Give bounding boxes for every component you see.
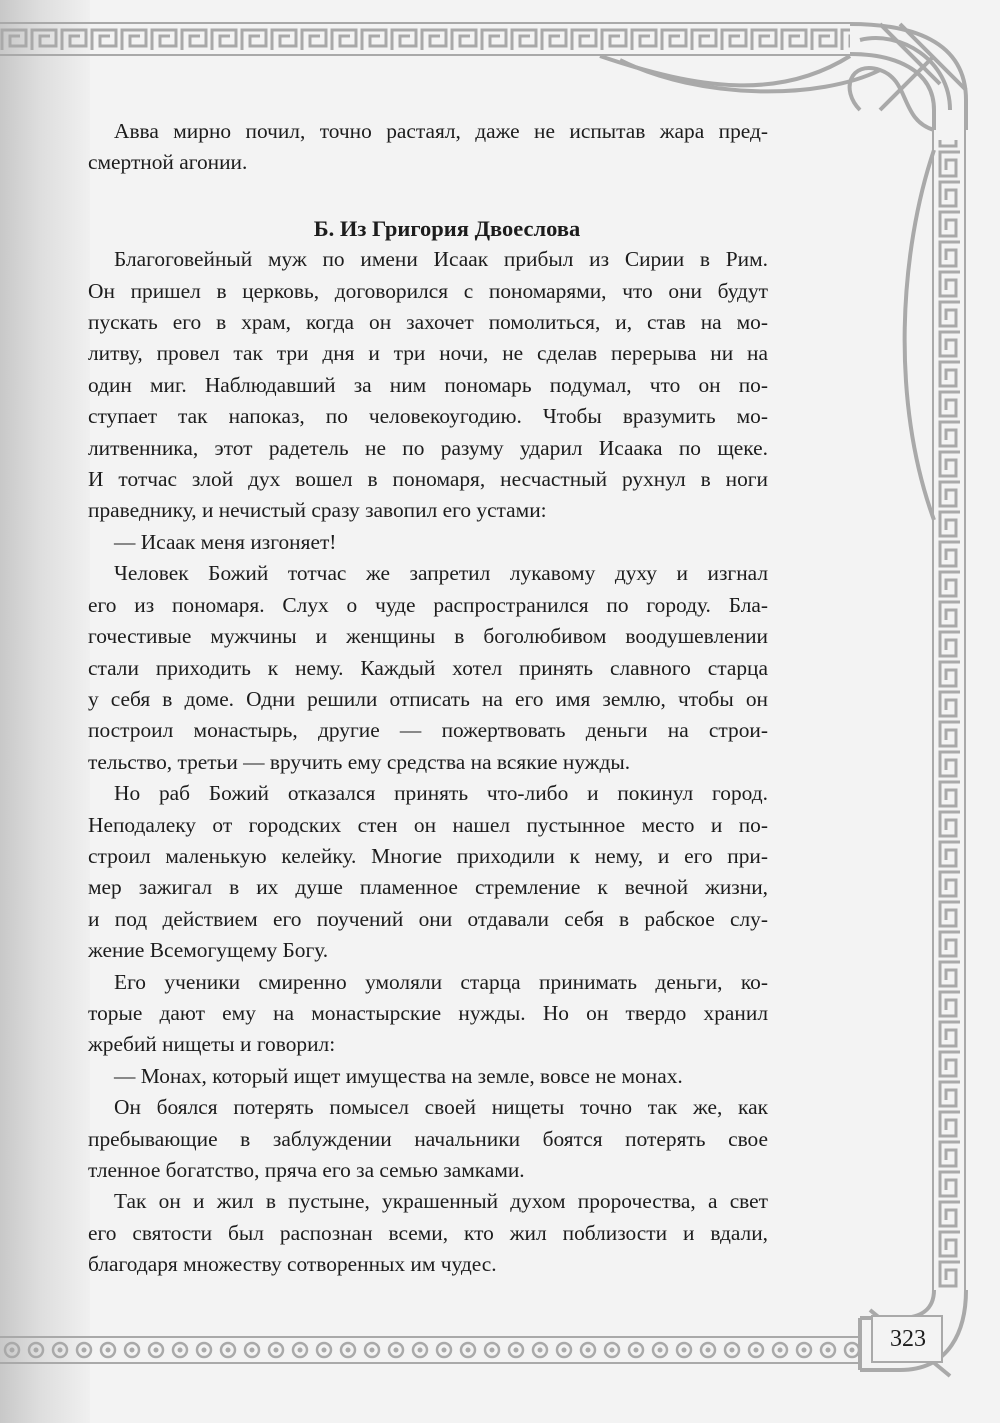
text-line: тельство, третьи — вручить ему средства на всякие нужды. [88, 749, 631, 774]
text-line: построил монастырь, другие — пожертвовать деньги на строи- [88, 718, 768, 743]
text-line: Человек Божий тотчас же запретил лукавому духу и изгнал [114, 561, 768, 586]
text-line: литву, провел так три дня и три ночи, не сделав перерыва ни на [88, 341, 768, 366]
text-line: Он боялся потерять помысел своей нищеты точно так же, как [114, 1095, 768, 1120]
text-line: смертной агонии. [88, 150, 248, 175]
paragraph-2 [88, 244, 768, 527]
text-line: мер зажигал в их душе пламенное стремление к вечной жизни, [88, 875, 768, 900]
text-line: стали приходить к нему. Каждый хотел принять славного старца [88, 655, 768, 680]
text-line: ступает так напоказ, по человекоугодию. Чтобы вразумить мо- [88, 404, 768, 429]
text-line: Так он и жил в пустыне, украшенный духом пророчества, а свет [114, 1189, 768, 1214]
text-line: его из пономаря. Слух о чуде распространился по городу. Бла- [88, 592, 768, 617]
text-line: пребывающие в заблуждении начальники боятся потерять свое [88, 1126, 768, 1151]
body-text [88, 116, 768, 1281]
paragraph-7 [88, 1061, 768, 1092]
section-heading: Б. Из Григория Двоеслова [313, 215, 581, 241]
paragraph-6 [88, 967, 768, 1061]
paragraph-5 [88, 778, 768, 966]
text-line: благодаря множеству сотворенных им чудес. [88, 1252, 497, 1277]
text-line: жение Всемогущему Богу. [88, 938, 329, 963]
text-line: литвенника, этот радетель не по разуму ударил Исаака по щеке. [88, 435, 768, 460]
text-line: его святости был распознан всеми, кто жил поблизости и вдали, [88, 1220, 768, 1245]
text-line: — Исаак меня изгоняет! [114, 529, 337, 554]
text-line: тленное богатство, пряча его за семью замками. [88, 1158, 525, 1182]
paragraph-9 [88, 1186, 768, 1280]
text-line: у себя в доме. Одни решили отписать на его имя землю, чтобы он [88, 686, 768, 711]
text-line: и под действием его поучений они отдавали себя в рабское слу- [88, 906, 768, 931]
text-line: торые дают ему на монастырские нужды. Но он твердо хранил [88, 1000, 768, 1025]
text-line: И тотчас злой дух вошел в пономаря, несчастный рухнул в ноги [88, 467, 768, 492]
page-number: 323 [890, 1325, 926, 1352]
text-line: пускать его в храм, когда он захочет помолиться, и, став на мо- [88, 310, 768, 335]
text-line: жребий нищеты и говорил: [88, 1032, 336, 1057]
text-line: гочестивые мужчины и женщины в боголюбивом воодушевлении [88, 624, 768, 649]
text-line: Благоговейный муж по имени Исаак прибыл из Сирии в Рим. [114, 247, 768, 272]
text-line: Но раб Божий отказался принять что-либо и покинул город. [114, 781, 768, 806]
paragraph-8 [88, 1092, 768, 1186]
text-line: строил маленькую келейку. Многие приходили к нему, и его при- [88, 843, 768, 868]
text-line: Он пришел в церковь, договорился с пономарями, что они будут [88, 278, 768, 303]
text-line: Авва мирно почил, точно растаял, даже не испытав жара пред- [114, 119, 768, 143]
text-line: Его ученики смиренно умоляли старца принимать деньги, ко- [114, 969, 768, 994]
paragraph-1 [88, 116, 768, 179]
text-line: Неподалеку от городских стен он нашел пустынное место и по- [88, 812, 768, 837]
text-line: один миг. Наблюдавший за ним пономарь подумал, что он по- [88, 372, 768, 397]
paragraph-4 [88, 558, 768, 778]
paragraph-3 [88, 527, 768, 558]
text-line: — Монах, который ищет имущества на земле, вовсе не монах. [114, 1063, 683, 1088]
text-line: праведнику, и нечистый сразу завопил его устами: [88, 498, 547, 523]
